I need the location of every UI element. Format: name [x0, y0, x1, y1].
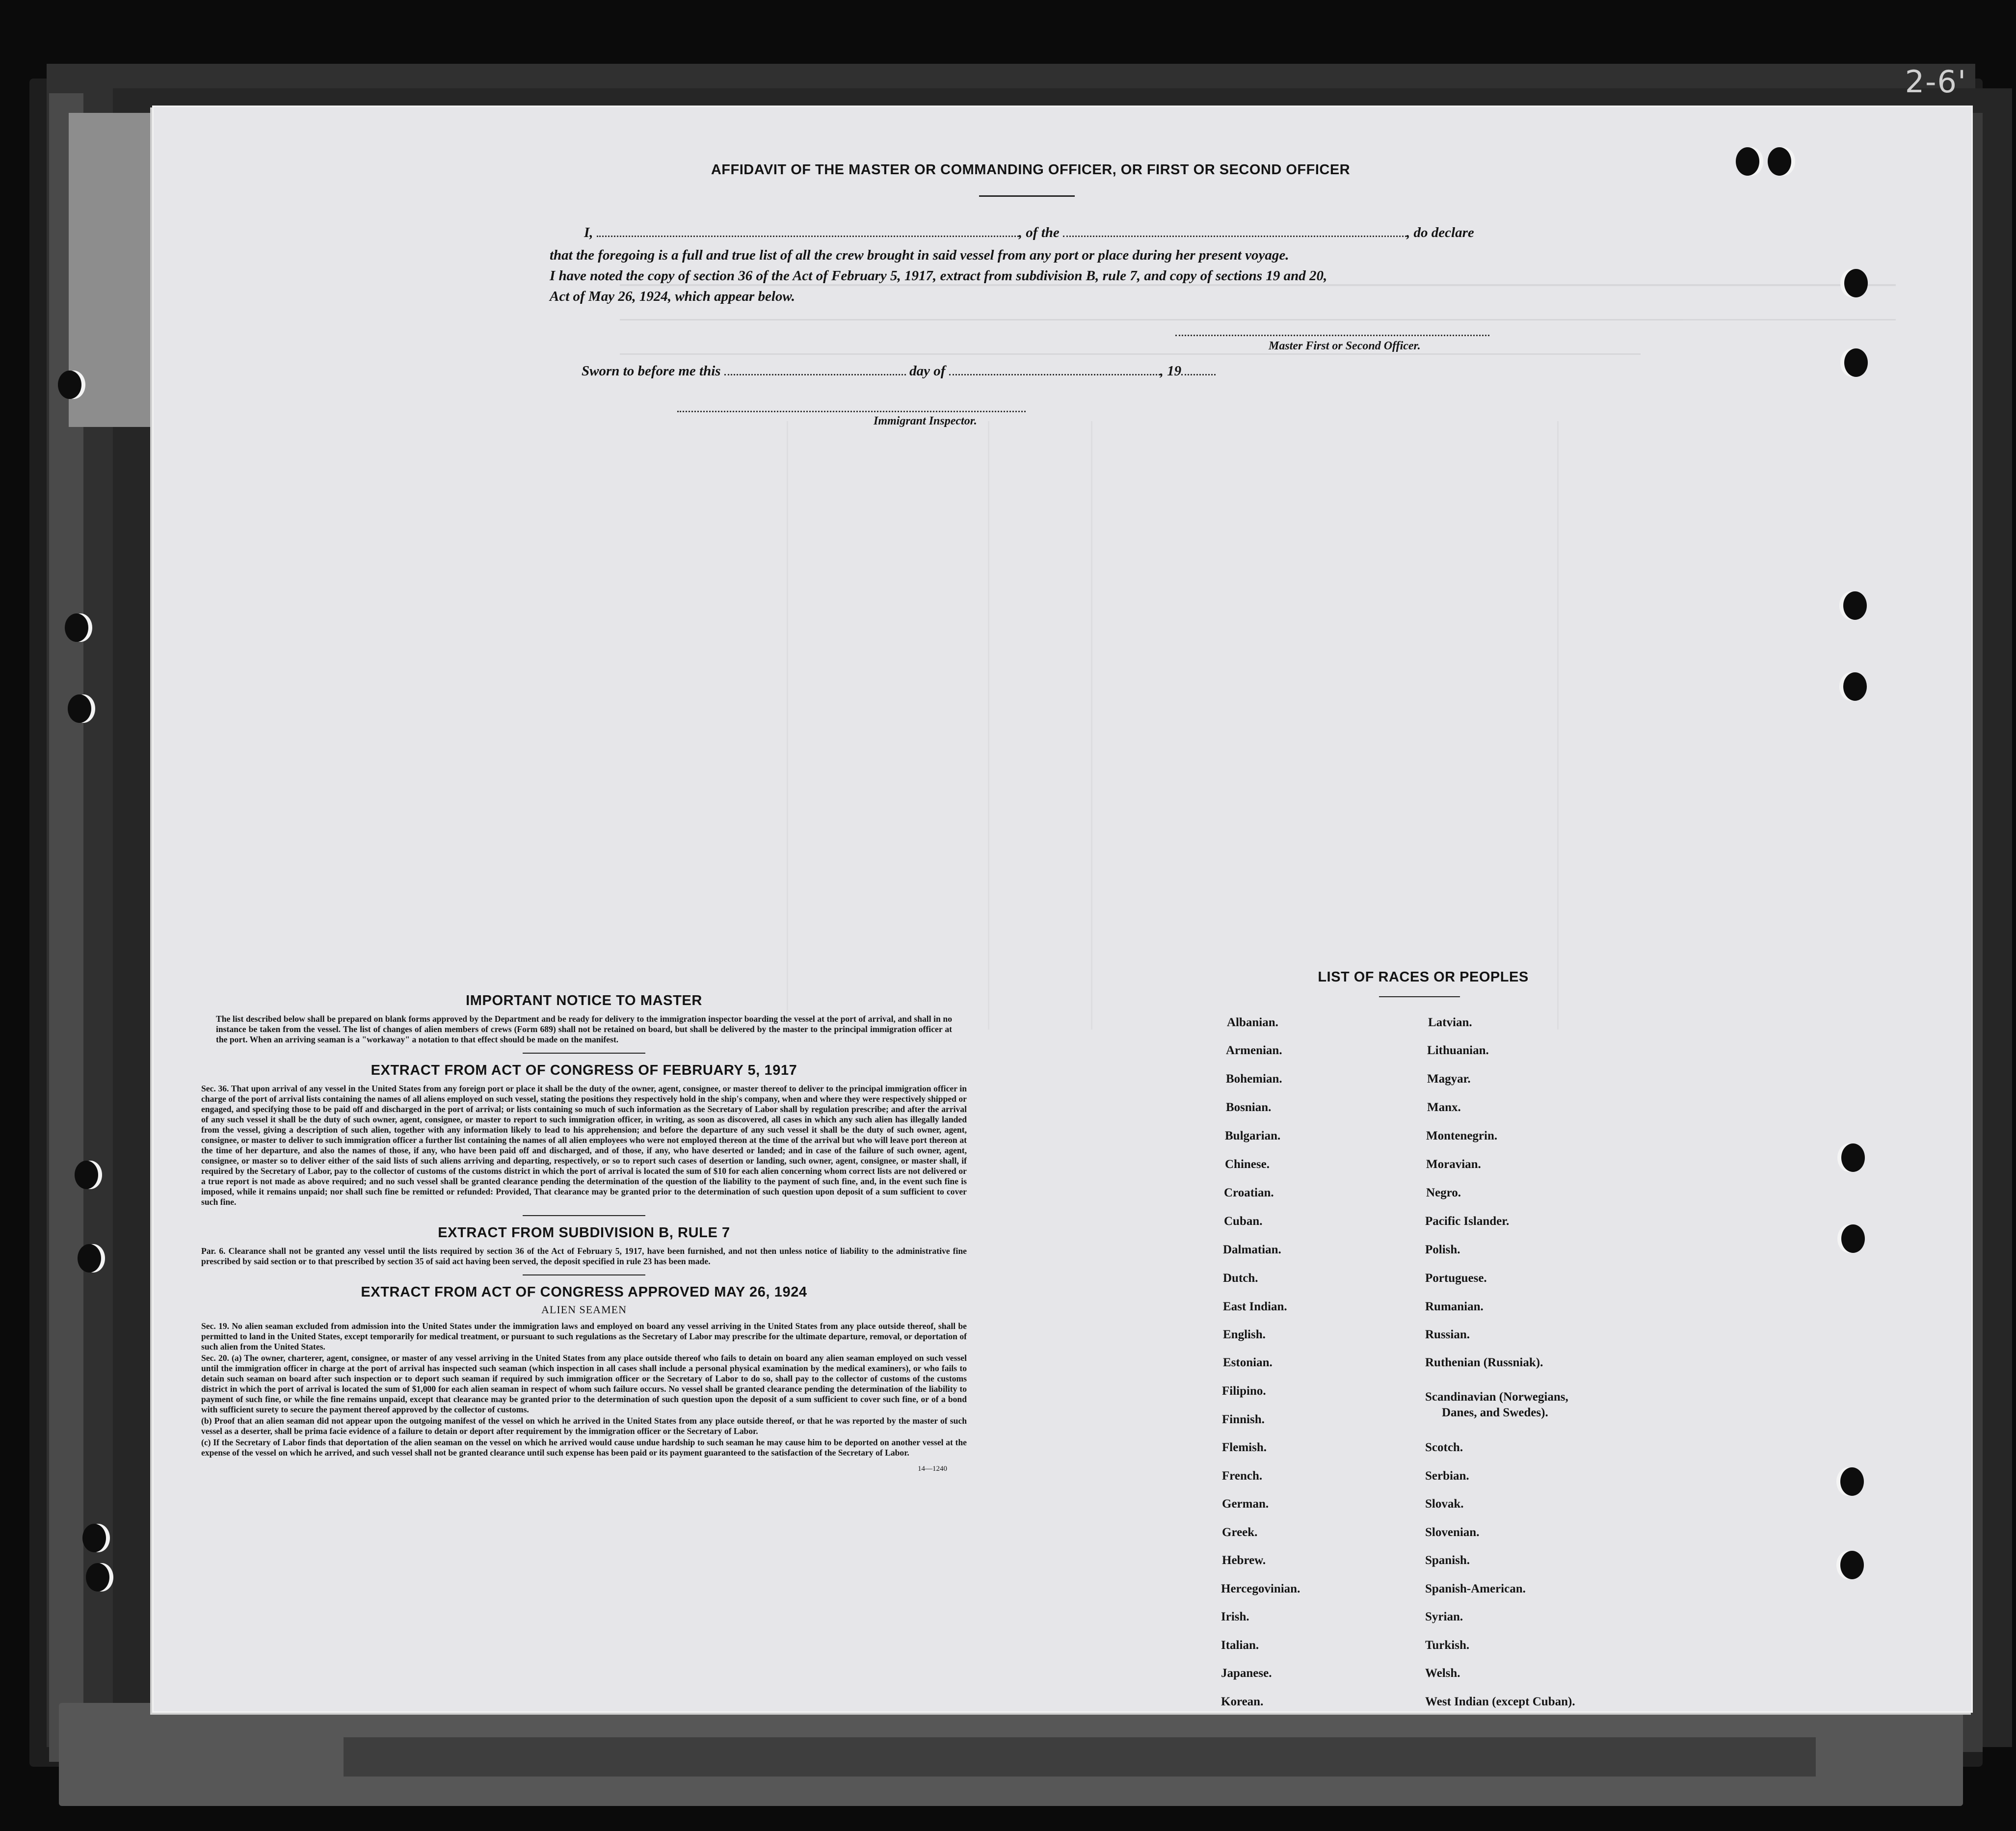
punch-hole-icon: [1843, 591, 1867, 620]
page-edge-bottom-shadow: [344, 1737, 1816, 1777]
year-label: , 19: [1160, 363, 1182, 379]
vessel-name-field[interactable]: [1063, 227, 1406, 237]
punch-hole-icon: [1844, 348, 1868, 377]
race-item: Magyar.: [1427, 1072, 1471, 1086]
race-item: Dalmatian.: [1223, 1243, 1281, 1256]
affidavit-line-2: that the foregoing is a full and true list of all the crew brought in said vessel from any port or place during her present voyage.: [550, 247, 1289, 263]
race-item: Finnish.: [1222, 1413, 1265, 1426]
bleed-through-rule: [787, 421, 788, 1030]
inspector-signature-field[interactable]: [677, 402, 1026, 412]
section-divider: [523, 1053, 645, 1054]
punch-hole-icon: [65, 613, 88, 642]
master-signature-label: Master First or Second Officer.: [1269, 340, 1421, 352]
affidavit-line-4: Act of May 26, 1924, which appear below.: [550, 289, 795, 304]
race-item: Polish.: [1425, 1243, 1460, 1256]
race-item: Croatian.: [1224, 1186, 1274, 1199]
punch-hole-icon: [1841, 1224, 1865, 1253]
affidavit-i-label: I,: [584, 225, 593, 240]
race-item: Hebrew.: [1222, 1554, 1266, 1567]
race-item: Albanian.: [1227, 1016, 1278, 1029]
affidavit-line-3: I have noted the copy of section 36 of the Act of February 5, 1917, extract from subdivision B, rule 7, and copy of sections 19 and 20,: [550, 268, 1327, 284]
extract-rule7-text: Par. 6. Clearance shall not be granted any vessel until the lists required by section 36 of the Act of February 5, 1917, have been furnished, and not then unless notice of liability to the administrative fine prescribed by said section or to that prescribed by section 35 of said act having been served, the deposit specified in rule 23 has been made.: [201, 1246, 967, 1266]
extract-rule7-title: EXTRACT FROM SUBDIVISION B, RULE 7: [438, 1225, 730, 1241]
race-item: Welsh.: [1425, 1667, 1460, 1680]
race-item: Rumanian.: [1425, 1300, 1484, 1313]
punch-hole-icon: [75, 1161, 98, 1189]
race-item: Spanish.: [1425, 1554, 1470, 1567]
race-item: Slovak.: [1425, 1497, 1464, 1511]
extract-1924-sec19: Sec. 19. No alien seaman excluded from admission into the United States under the immigration laws and employed on board any vessel arriving in the United States from any place outside thereof, shall be permitted to land in the United States, except temporarily for medical treatment, or pursuant to such regulations as the Secretary of Labor may prescribe for the ultimate departure, removal, or deportation of such alien from the United States.: [201, 1321, 967, 1352]
race-item: East Indian.: [1223, 1300, 1287, 1313]
race-item: Irish.: [1221, 1610, 1249, 1623]
race-item: Armenian.: [1226, 1044, 1282, 1057]
races-title-underline: [1379, 996, 1460, 997]
extract-1924-title: EXTRACT FROM ACT OF CONGRESS APPROVED MAY 26, 1924: [361, 1284, 807, 1300]
master-signature-field[interactable]: [1175, 326, 1489, 336]
race-item: Cuban.: [1224, 1215, 1263, 1228]
race-item: Slovenian.: [1425, 1526, 1480, 1539]
race-item: Bulgarian.: [1225, 1129, 1281, 1142]
affidavit-declaration-line: [584, 225, 1474, 241]
race-item: Bosnian.: [1226, 1101, 1272, 1114]
master-name-field[interactable]: [597, 227, 1019, 237]
affidavit-title: AFFIDAVIT OF THE MASTER OR COMMANDING OFFICER, OR FIRST OR SECOND OFFICER: [711, 162, 1351, 178]
race-item: Ruthenian (Russniak).: [1425, 1356, 1543, 1369]
race-item: Moravian.: [1426, 1158, 1481, 1171]
race-item: Serbian.: [1425, 1469, 1469, 1483]
race-item: French.: [1222, 1469, 1263, 1483]
punch-hole-icon: [82, 1524, 106, 1552]
race-item: Filipino.: [1222, 1384, 1266, 1398]
race-item: Syrian.: [1425, 1610, 1463, 1623]
race-item: Lithuanian.: [1427, 1044, 1489, 1057]
race-item: Scotch.: [1425, 1441, 1463, 1454]
race-item: Danes, and Swedes).: [1442, 1406, 1548, 1419]
extract-1924-sec20c: (c) If the Secretary of Labor finds that deportation of the alien seaman on the vessel on which he arrived would cause undue hardship to such seaman he may cause him to be deported on another vessel at the expense of the vessel on which he arrived, and such vessel shall not be granted clearance until such expense has been paid or its payment guaranteed to the satisfaction of the Secretary of Labor.: [201, 1437, 967, 1458]
race-item: West Indian (except Cuban).: [1425, 1695, 1575, 1708]
race-item: Turkish.: [1425, 1639, 1470, 1652]
punch-hole-icon: [1736, 147, 1759, 176]
section-divider: [523, 1215, 645, 1216]
race-item: Russian.: [1425, 1328, 1470, 1341]
bleed-through-rule: [1091, 421, 1092, 1030]
punch-hole-icon: [1768, 147, 1791, 176]
race-item: Greek.: [1222, 1526, 1258, 1539]
race-item: Spanish-American.: [1425, 1582, 1526, 1595]
race-item: Estonian.: [1223, 1356, 1273, 1369]
race-item: Korean.: [1221, 1695, 1264, 1708]
punch-hole-icon: [1844, 269, 1868, 297]
title-underline: [979, 195, 1075, 197]
bleed-through-rule: [988, 421, 989, 1030]
sworn-day-field[interactable]: [724, 366, 906, 375]
punch-hole-icon: [1841, 1143, 1865, 1172]
sworn-year-field[interactable]: [1181, 366, 1216, 375]
extract-1917-title: EXTRACT FROM ACT OF CONGRESS OF FEBRUARY 5, 1917: [371, 1062, 797, 1078]
punch-hole-icon: [1840, 1551, 1864, 1579]
race-item: Flemish.: [1222, 1441, 1267, 1454]
race-item: Portuguese.: [1425, 1272, 1487, 1285]
punch-hole-icon: [1840, 1467, 1864, 1496]
extract-1924-subtitle: ALIEN SEAMEN: [541, 1303, 627, 1316]
affidavit-of-the-label: , of the: [1018, 225, 1060, 240]
sworn-line: [582, 363, 1216, 379]
race-item: Pacific Islander.: [1425, 1215, 1510, 1228]
notice-column: [201, 984, 967, 1473]
day-of-label: day of: [909, 363, 946, 379]
punch-hole-icon: [1843, 672, 1867, 701]
race-item: German.: [1222, 1497, 1269, 1511]
race-item: Japanese.: [1221, 1667, 1272, 1680]
punch-hole-icon: [86, 1563, 109, 1592]
section-divider: [523, 1274, 645, 1275]
punch-hole-icon: [78, 1244, 101, 1273]
extract-1917-text: Sec. 36. That upon arrival of any vessel in the United States from any foreign port or place it shall be the duty of the owner, agent, consignee, or master thereof to deliver to the principal immigration officer in charge of the port of arrival lists containing the names of all aliens employed on such vessel, stating the positions they respectively hold in the ship's company, when and where they were respectively shipped or engaged, and specifying those to be paid off and discharged in the port of arrival; or lists containing so much of such information as the Secretary of Labor shall by regulation prescribe; and after the arrival of any such vessel it shall be the duty of such owner, agent, consignee, or master to report to such immigration officer, in writing, as soon as discovered, all cases in which any such alien has illegally landed from the vessel, giving a description of such alien, together with any information likely to lead to his apprehension; and before the departure of any such vessel it shall be the duty of such owner, agent, consignee, or master to deliver to such immigration officer a further list containing the names of all alien employees who were not employed thereon at the time of the arrival but who will leave port thereon at the time of her departure, and also the names of those, if any, who have been paid off and discharged, and of those, if any, who have deserted or landed; and in case of the failure of such owner, agent, consignee, or master so to deliver either of the said lists of such aliens arriving and departing, respectively, or so to report such cases of desertion or landing, such owner, agent, consignee, or master shall, if required by the Secretary of Labor, pay to the collector of customs of the customs district in which the port of arrival is located the sum of $10 for each alien concerning whom correct lists are not delivered or a true report is not made as above required; and no such vessel shall be granted clearance pending the determination of the question of the liability to the payment of such fine, and, in the event such fine is imposed, while it remains unpaid; nor shall such fine be remitted or refunded: Provided, That clearance may be granted prior to the determination of such question upon deposit of a sum sufficient to cover such fine.: [201, 1084, 967, 1207]
race-item: Negro.: [1426, 1186, 1461, 1199]
extract-1924-sec20b: (b) Proof that an alien seaman did not appear upon the outgoing manifest of the vessel on which he arrived in the United States from any place outside thereof, or that he was reported by the master of such vessel as a deserter, shall be prima facie evidence of a failure to detain or deport after requirement by the immigration officer or the Secretary of Labor.: [201, 1416, 967, 1436]
notice-title: IMPORTANT NOTICE TO MASTER: [466, 993, 702, 1008]
affidavit-declare-label: , do declare: [1406, 225, 1474, 240]
race-item: Scandinavian (Norwegians,: [1425, 1390, 1568, 1404]
races-title: LIST OF RACES OR PEOPLES: [1318, 969, 1529, 985]
sworn-month-field[interactable]: [949, 366, 1160, 375]
punch-hole-icon: [58, 371, 81, 399]
race-item: Latvian.: [1428, 1016, 1472, 1029]
race-item: Dutch.: [1223, 1272, 1258, 1285]
race-item: Manx.: [1427, 1101, 1461, 1114]
sworn-label: Sworn to before me this: [582, 363, 721, 379]
form-number: 14—1240: [918, 1465, 947, 1473]
race-item: Hercegovinian.: [1221, 1582, 1300, 1595]
race-item: Italian.: [1221, 1639, 1259, 1652]
punch-hole-icon: [68, 694, 91, 723]
bleed-through-rule: [1557, 421, 1559, 1030]
race-item: English.: [1223, 1328, 1266, 1341]
inspector-signature-label: Immigrant Inspector.: [874, 415, 977, 427]
race-item: Montenegrin.: [1426, 1129, 1498, 1142]
extract-1924-sec20a: Sec. 20. (a) The owner, charterer, agent, consignee, or master of any vessel arriving in the United States from any place outside thereof who fails to detain on board any alien seaman employed on such vessel until the immigration officer in charge at the port of arrival has inspected such seaman (which inspection in all cases shall include a personal physical examination by the medical examiners), or who fails to detain such seaman on board after such inspection or to deport such seaman if required by such immigration officer or the Secretary of Labor to do so, shall pay to the collector of customs of the customs district in which the port of arrival is located the sum of $1,000 for each alien seaman in respect of whom such failure occurs. No vessel shall be granted clearance pending the determination of the liability to payment of such fine, or while the fine remains unpaid, except that clearance may be granted prior to the determination of such question upon the deposit of a sum sufficient to cover such fine, or of a bond with sufficient surety to secure the payment thereof approved by the collector of customs.: [201, 1353, 967, 1414]
notice-text: The list described below shall be prepared on blank forms approved by the Department and be ready for delivery to the immigration inspector boarding the vessel at the port of arrival, and shall in no instance be taken from the vessel. The list of changes of alien members of crews (Form 689) shall not be retained on board, but shall be delivered by the master to the principal immigration officer at the port. When an arriving seaman is a "workaway" a notation to that effect should be made on the manifest.: [216, 1014, 952, 1044]
race-item: Bohemian.: [1226, 1072, 1282, 1086]
handwritten-page-number: 2-6': [1905, 64, 1967, 100]
race-item: Chinese.: [1225, 1158, 1270, 1171]
